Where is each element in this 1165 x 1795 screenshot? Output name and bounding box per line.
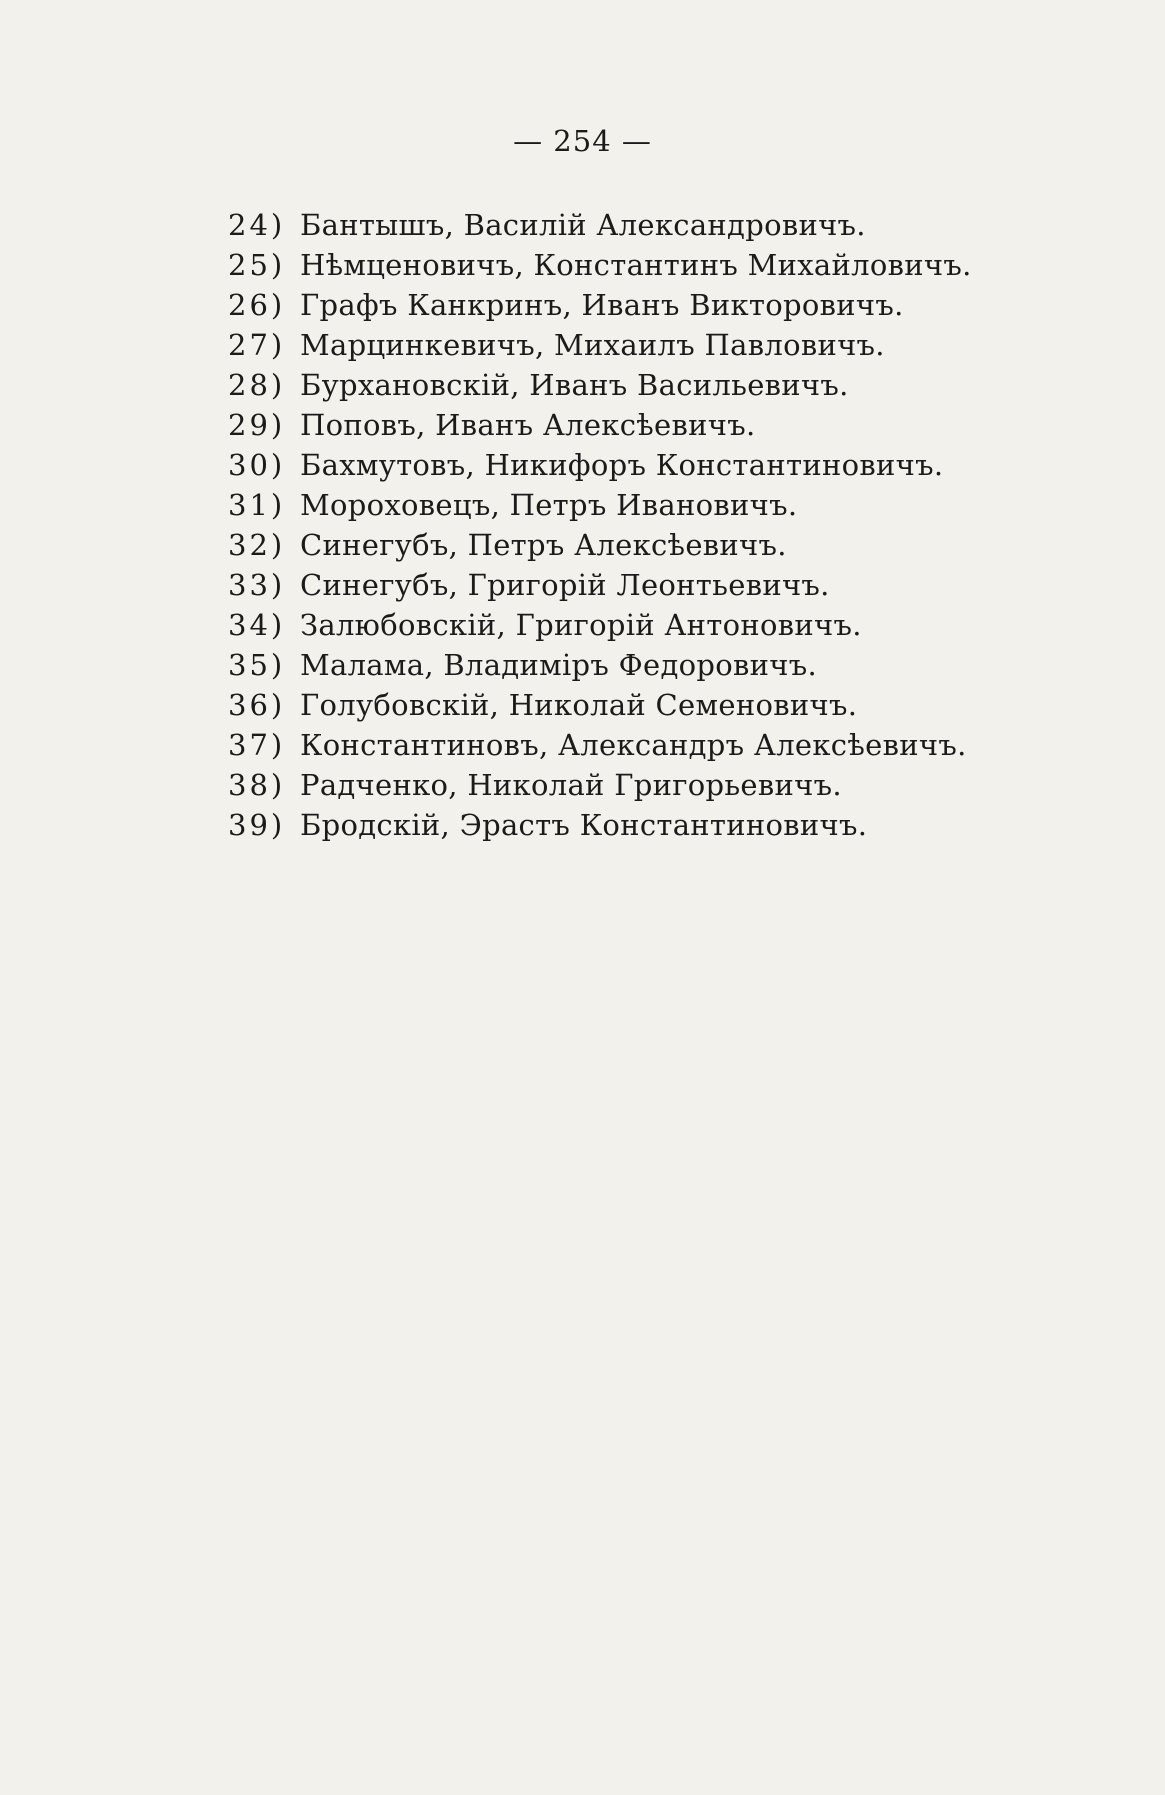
list-item xyxy=(228,565,1048,605)
entry-name: Залюбовскій, Григорій Антоновичъ. xyxy=(300,608,862,642)
entry-number: 39) xyxy=(228,808,286,842)
list-item xyxy=(228,485,1048,525)
entry-name: Бахмутовъ, Никифоръ Константиновичъ. xyxy=(300,448,944,482)
entry-number: 25) xyxy=(228,248,286,282)
entry-name: Бантышъ, Василій Александровичъ. xyxy=(300,208,866,242)
list-item xyxy=(228,405,1048,445)
entry-name: Синегубъ, Григорій Леонтьевичъ. xyxy=(300,568,830,602)
page-number: — 254 — xyxy=(513,124,652,158)
entry-number: 30) xyxy=(228,448,286,482)
entry-name: Бурхановскій, Иванъ Васильевичъ. xyxy=(300,368,849,402)
entry-name: Радченко, Николай Григорьевичъ. xyxy=(300,768,842,802)
list-item xyxy=(228,765,1048,805)
entry-number: 34) xyxy=(228,608,286,642)
list-item xyxy=(228,205,1048,245)
list-item xyxy=(228,365,1048,405)
entry-number: 32) xyxy=(228,528,286,562)
entry-name: Голубовскій, Николай Семеновичъ. xyxy=(300,688,858,722)
list-item xyxy=(228,325,1048,365)
entry-number: 31) xyxy=(228,488,286,522)
entry-number: 38) xyxy=(228,768,286,802)
entry-name: Синегубъ, Петръ Алексѣевичъ. xyxy=(300,528,787,562)
list-item xyxy=(228,805,1048,845)
entry-number: 27) xyxy=(228,328,286,362)
entry-number: 26) xyxy=(228,288,286,322)
entry-number: 37) xyxy=(228,728,286,762)
entry-name: Марцинкевичъ, Михаилъ Павловичъ. xyxy=(300,328,885,362)
list-item xyxy=(228,645,1048,685)
name-list xyxy=(228,205,1048,845)
entry-name: Константиновъ, Александръ Алексѣевичъ. xyxy=(300,728,967,762)
list-item xyxy=(228,285,1048,325)
entry-name: Малама, Владиміръ Федоровичъ. xyxy=(300,648,818,682)
entry-number: 29) xyxy=(228,408,286,442)
entry-name: Поповъ, Иванъ Алексѣевичъ. xyxy=(300,408,756,442)
entry-number: 24) xyxy=(228,208,286,242)
list-item xyxy=(228,245,1048,285)
entry-number: 28) xyxy=(228,368,286,402)
entry-name: Графъ Канкринъ, Иванъ Викторовичъ. xyxy=(300,288,904,322)
entry-name: Мороховецъ, Петръ Ивановичъ. xyxy=(300,488,798,522)
entry-name: Нѣмценовичъ, Константинъ Михайловичъ. xyxy=(300,248,972,282)
entry-name: Бродскій, Эрастъ Константиновичъ. xyxy=(300,808,868,842)
entry-number: 33) xyxy=(228,568,286,602)
list-item xyxy=(228,605,1048,645)
entry-number: 35) xyxy=(228,648,286,682)
list-item xyxy=(228,525,1048,565)
list-item xyxy=(228,725,1048,765)
list-item xyxy=(228,445,1048,485)
list-item xyxy=(228,685,1048,725)
entry-number: 36) xyxy=(228,688,286,722)
